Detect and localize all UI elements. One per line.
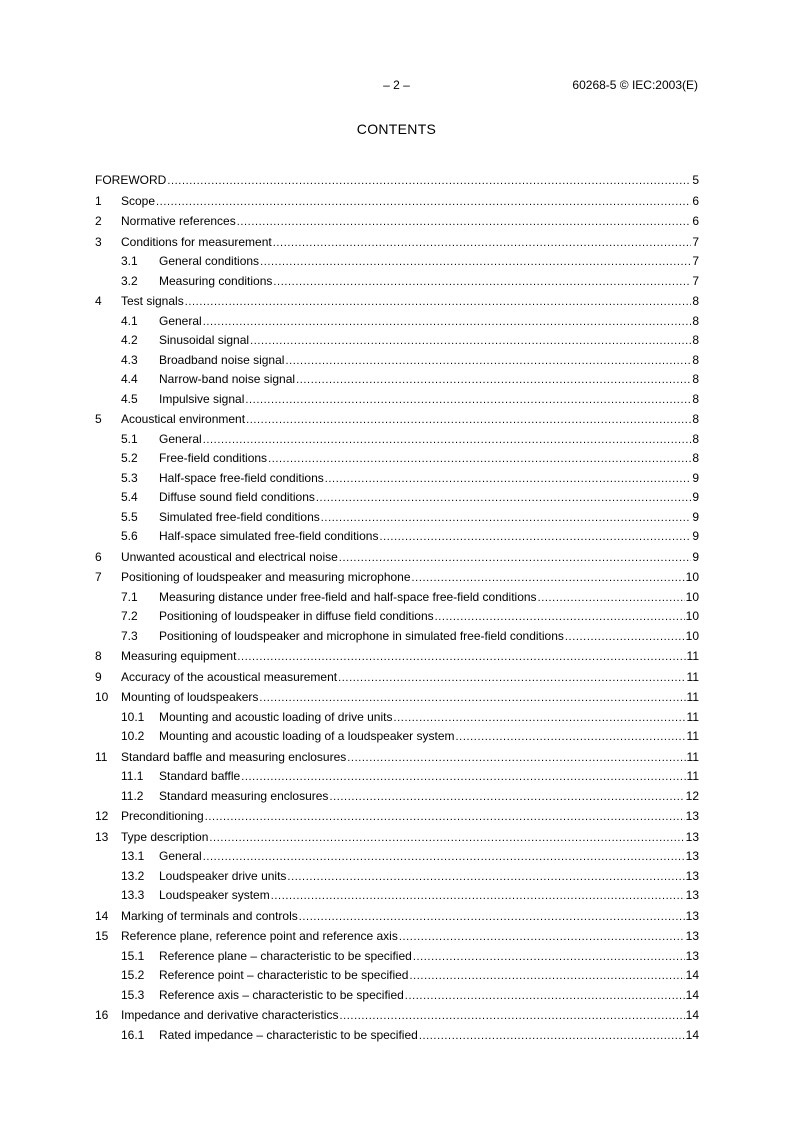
toc-entry[interactable]	[95, 847, 699, 867]
toc-entry-number: 5.5	[121, 509, 138, 524]
toc-entry-label: Standard measuring enclosures	[159, 788, 329, 803]
toc-entry[interactable]	[95, 548, 699, 568]
toc-entry-number: 7.3	[121, 628, 138, 643]
toc-entry-number: 16.1	[121, 1027, 145, 1042]
toc-entry-page: 11	[686, 649, 699, 663]
toc-entry[interactable]	[95, 727, 699, 747]
dot-leader	[156, 192, 691, 213]
toc-entry-label: Positioning of loudspeaker in diffuse field conditions	[159, 609, 434, 623]
toc-entry-label: Scope	[121, 193, 156, 208]
dot-leader	[393, 708, 685, 729]
toc-entry-number: 4.1	[121, 313, 138, 328]
toc-entry-number: 10.1	[121, 709, 145, 724]
dot-leader	[273, 272, 691, 293]
toc-entry-label: Impedance and derivative characteristics	[121, 1008, 339, 1022]
toc-entry-label: Rated impedance – characteristic to be specified	[159, 1027, 418, 1042]
toc-entry-number: 10.2	[121, 729, 145, 743]
page-title: CONTENTS	[356, 121, 437, 137]
toc-entry-page: 14	[685, 1008, 699, 1022]
toc-entry-label: Standard baffle	[159, 769, 241, 783]
toc-entry-page: 9	[692, 529, 699, 543]
toc-entry-number: 5.3	[121, 470, 138, 485]
toc-entry-number: 3.2	[121, 273, 138, 288]
dot-leader	[435, 607, 685, 628]
toc-entry[interactable]	[95, 748, 699, 768]
toc-entry-number: 16	[95, 1008, 109, 1022]
dot-leader	[246, 410, 691, 431]
dot-leader	[241, 767, 685, 788]
toc-entry-label: Narrow-band noise signal	[159, 372, 296, 386]
toc-entry[interactable]	[95, 568, 699, 588]
toc-entry[interactable]	[95, 1006, 699, 1026]
toc-entry-page: 11	[686, 669, 699, 684]
toc-entry[interactable]	[95, 947, 699, 967]
dot-leader	[245, 390, 691, 411]
dot-leader	[419, 1026, 685, 1047]
toc-entry[interactable]	[95, 370, 699, 390]
dot-leader	[237, 212, 692, 233]
toc-entry[interactable]	[95, 688, 699, 708]
toc-entry-number: 14	[95, 908, 109, 923]
toc-entry[interactable]	[95, 1026, 699, 1046]
toc-entry-page: 6	[692, 193, 699, 208]
toc-entry-label: Acoustical environment	[121, 412, 246, 426]
toc-entry-page: 13	[685, 809, 699, 823]
toc-entry[interactable]	[95, 787, 699, 807]
toc-entry-number: 11.2	[121, 788, 144, 803]
toc-entry-page: 13	[685, 849, 699, 863]
toc-entry[interactable]	[95, 272, 699, 292]
toc-entry[interactable]	[95, 986, 699, 1006]
dot-leader	[209, 828, 684, 849]
toc-entry-page: 11	[686, 690, 699, 704]
toc-entry-label: General	[159, 313, 202, 328]
toc-entry[interactable]	[95, 449, 699, 469]
toc-entry-page: 13	[685, 908, 699, 923]
toc-entry[interactable]	[95, 647, 699, 667]
toc-entry[interactable]	[95, 212, 699, 232]
dot-leader	[203, 847, 685, 868]
toc-entry-label: Preconditioning	[121, 809, 204, 823]
toc-entry-page: 10	[685, 589, 699, 604]
toc-entry-page: 8	[692, 412, 699, 426]
toc-entry-label: Test signals	[121, 294, 184, 308]
dot-leader	[259, 688, 685, 709]
toc-entry-page: 13	[685, 868, 699, 883]
toc-entry-page: 8	[692, 431, 699, 446]
toc-entry-label: Reference plane, reference point and reference axis	[121, 929, 398, 943]
toc-entry-number: 11	[95, 749, 108, 764]
dot-leader	[338, 668, 685, 689]
toc-entry-page: 13	[685, 829, 699, 844]
dot-leader	[203, 312, 692, 333]
toc-entry-page: 8	[692, 451, 699, 465]
toc-entry-label: Half-space simulated free-field conditions	[159, 529, 379, 543]
toc-entry-number: 9	[95, 669, 102, 684]
dot-leader	[413, 947, 685, 968]
toc-entry-label: General conditions	[159, 254, 260, 268]
toc-entry-page: 11	[686, 749, 699, 764]
toc-entry[interactable]	[95, 886, 699, 906]
toc-entry-page: 6	[692, 214, 699, 228]
toc-entry-label: Mounting and acoustic loading of a loudspeaker system	[159, 729, 455, 743]
toc-entry[interactable]	[95, 312, 699, 332]
toc-entry-number: 7	[95, 570, 102, 584]
toc-entry-label: Conditions for measurement	[121, 234, 272, 249]
toc-entry-number: 5.2	[121, 451, 138, 465]
toc-entry-number: 7.1	[121, 589, 138, 604]
page-number: – 2 –	[383, 78, 410, 92]
toc-entry-page: 10	[685, 628, 699, 643]
toc-entry-number: 7.2	[121, 609, 138, 623]
toc-entry-page: 11	[686, 709, 699, 724]
toc-entry-number: 15.2	[121, 968, 145, 982]
toc-entry[interactable]	[95, 469, 699, 489]
toc-entry-label: Standard baffle and measuring enclosures	[121, 749, 347, 764]
toc-entry-label: Measuring distance under free-field and half-space free-field conditions	[159, 589, 537, 604]
dot-leader	[285, 351, 691, 372]
dot-leader	[167, 171, 691, 192]
dot-leader	[379, 527, 691, 548]
toc-entry-label: Accuracy of the acoustical measurement	[121, 669, 338, 684]
toc-entry[interactable]	[95, 807, 699, 827]
toc-entry-page: 11	[686, 729, 699, 743]
toc-entry-label: Simulated free-field conditions	[159, 509, 320, 524]
standard-reference: 60268-5 © IEC:2003(E)	[572, 78, 698, 92]
dot-leader	[347, 748, 685, 769]
toc-entry[interactable]	[95, 508, 699, 528]
toc-entry-page: 8	[692, 333, 699, 347]
toc-entry[interactable]	[95, 828, 699, 848]
toc-entry-page: 8	[692, 391, 699, 406]
toc-entry[interactable]	[95, 171, 699, 191]
toc-entry-label: Unwanted acoustical and electrical noise	[121, 549, 338, 564]
toc-entry-number: 4.3	[121, 352, 138, 367]
dot-leader	[205, 807, 685, 828]
toc-entry-label: Marking of terminals and controls	[121, 908, 298, 923]
toc-entry-number: 15	[95, 929, 109, 943]
toc-entry-label: Loudspeaker system	[159, 888, 270, 902]
toc-entry-number: 8	[95, 649, 102, 663]
toc-entry-label: Measuring equipment	[121, 649, 237, 663]
dot-leader	[271, 886, 685, 907]
toc-entry-number: 13.3	[121, 888, 145, 902]
dot-leader	[321, 508, 692, 529]
toc-entry-number: 15.1	[121, 948, 145, 963]
dot-leader	[329, 787, 684, 808]
toc-entry-page: 10	[685, 609, 699, 623]
toc-entry-number: 5	[95, 412, 102, 426]
toc-entry-number: 4.2	[121, 333, 138, 347]
toc-entry-number: 6	[95, 549, 102, 564]
toc-entry-label: Broadband noise signal	[159, 352, 285, 367]
toc-entry-number: 12	[95, 809, 109, 823]
toc-entry-label: Normative references	[121, 214, 236, 228]
toc-entry-number: 5.6	[121, 529, 138, 543]
toc-entry-page: 8	[692, 294, 699, 308]
toc-entry-page: 11	[686, 769, 699, 783]
toc-entry-number: 4	[95, 294, 102, 308]
toc-entry-page: 14	[685, 1027, 699, 1042]
toc-entry[interactable]	[95, 292, 699, 312]
toc-entry-label: Positioning of loudspeaker and measuring microphone	[121, 570, 411, 584]
toc-entry-label: Mounting and acoustic loading of drive units	[159, 709, 393, 724]
toc-entry-label: Reference axis – characteristic to be specified	[159, 987, 404, 1002]
toc-entry-label: Reference plane – characteristic to be specified	[159, 948, 412, 963]
dot-leader	[185, 292, 692, 313]
toc-entry-page: 10	[685, 570, 699, 584]
toc-entry-label: Positioning of loudspeaker and microphone in simulated free-field conditions	[159, 628, 564, 643]
toc-entry-page: 9	[692, 470, 699, 485]
toc-entry-label: Mounting of loudspeakers	[121, 690, 259, 704]
toc-entry[interactable]	[95, 390, 699, 410]
toc-entry[interactable]	[95, 351, 699, 371]
dot-leader	[287, 867, 684, 888]
toc-entry-label: Impulsive signal	[159, 391, 245, 406]
toc-entry-number: 11.1	[121, 769, 144, 783]
dot-leader	[250, 331, 691, 352]
toc-entry[interactable]	[95, 588, 699, 608]
toc-entry-page: 9	[692, 490, 699, 504]
dot-leader	[339, 1006, 684, 1027]
toc-entry-number: 3	[95, 234, 102, 249]
dot-leader	[260, 252, 691, 273]
toc-entry[interactable]	[95, 607, 699, 627]
toc-entry-page: 7	[692, 234, 699, 249]
toc-entry-label: General	[159, 431, 202, 446]
toc-entry-number: 10	[95, 690, 109, 704]
toc-entry[interactable]	[95, 252, 699, 272]
toc-entry-label: General	[159, 849, 202, 863]
toc-entry-number: 1	[95, 193, 102, 208]
toc-entry-page: 14	[685, 968, 699, 982]
toc-entry-label: Half-space free-field conditions	[159, 470, 324, 485]
toc-entry[interactable]	[95, 708, 699, 728]
toc-entry-number: 13.1	[121, 849, 145, 863]
toc-entry[interactable]	[95, 907, 699, 927]
dot-leader	[325, 469, 692, 490]
dot-leader	[456, 727, 686, 748]
toc-entry-label: Diffuse sound field conditions	[159, 490, 315, 504]
toc-entry-number: 15.3	[121, 987, 145, 1002]
toc-entry[interactable]	[95, 430, 699, 450]
toc-entry[interactable]	[95, 488, 699, 508]
toc-entry[interactable]	[95, 927, 699, 947]
toc-entry-label: Loudspeaker drive units	[159, 868, 287, 883]
toc-entry-number: 13	[95, 829, 109, 844]
table-of-contents	[95, 171, 699, 1045]
toc-entry-page: 8	[692, 352, 699, 367]
toc-entry-number: 13.2	[121, 868, 145, 883]
toc-entry[interactable]	[95, 527, 699, 547]
toc-entry[interactable]	[95, 331, 699, 351]
toc-entry-page: 13	[685, 888, 699, 902]
toc-entry-page: 9	[692, 509, 699, 524]
toc-entry[interactable]	[95, 867, 699, 887]
toc-entry-number: 2	[95, 214, 102, 228]
toc-entry-page: 5	[692, 173, 699, 187]
toc-entry-label: FOREWORD	[95, 173, 167, 187]
dot-leader	[268, 449, 691, 470]
toc-entry-page: 12	[685, 788, 699, 803]
toc-entry-label: Measuring conditions	[159, 273, 273, 288]
dot-leader	[565, 627, 685, 648]
toc-entry[interactable]	[95, 233, 699, 253]
toc-entry-label: Free-field conditions	[159, 451, 268, 465]
toc-entry[interactable]	[95, 192, 699, 212]
dot-leader	[409, 966, 684, 987]
dot-leader	[273, 233, 692, 254]
toc-entry[interactable]	[95, 966, 699, 986]
dot-leader	[339, 548, 692, 569]
toc-entry-label: Sinusoidal signal	[159, 333, 250, 347]
dot-leader	[405, 986, 685, 1007]
toc-entry-page: 9	[692, 549, 699, 564]
toc-entry[interactable]	[95, 767, 699, 787]
dot-leader	[237, 647, 685, 668]
toc-entry-page: 8	[692, 313, 699, 328]
dot-leader	[299, 907, 685, 928]
dot-leader	[399, 927, 685, 948]
toc-entry-label: Type description	[121, 829, 209, 844]
toc-entry[interactable]	[95, 668, 699, 688]
toc-entry-page: 13	[685, 929, 699, 943]
dot-leader	[203, 430, 692, 451]
toc-entry-page: 8	[692, 372, 699, 386]
toc-entry-label: Reference point – characteristic to be specified	[159, 968, 409, 982]
toc-entry-page: 7	[692, 254, 699, 268]
dot-leader	[412, 568, 685, 589]
toc-entry-page: 14	[685, 987, 699, 1002]
toc-entry-page: 13	[685, 948, 699, 963]
toc-entry[interactable]	[95, 410, 699, 430]
dot-leader	[538, 588, 685, 609]
toc-entry[interactable]	[95, 627, 699, 647]
toc-entry-number: 5.4	[121, 490, 138, 504]
dot-leader	[316, 488, 691, 509]
dot-leader	[296, 370, 691, 391]
toc-entry-number: 5.1	[121, 431, 138, 446]
toc-entry-number: 3.1	[121, 254, 138, 268]
toc-entry-number: 4.5	[121, 391, 138, 406]
toc-entry-page: 7	[692, 273, 699, 288]
toc-entry-number: 4.4	[121, 372, 138, 386]
